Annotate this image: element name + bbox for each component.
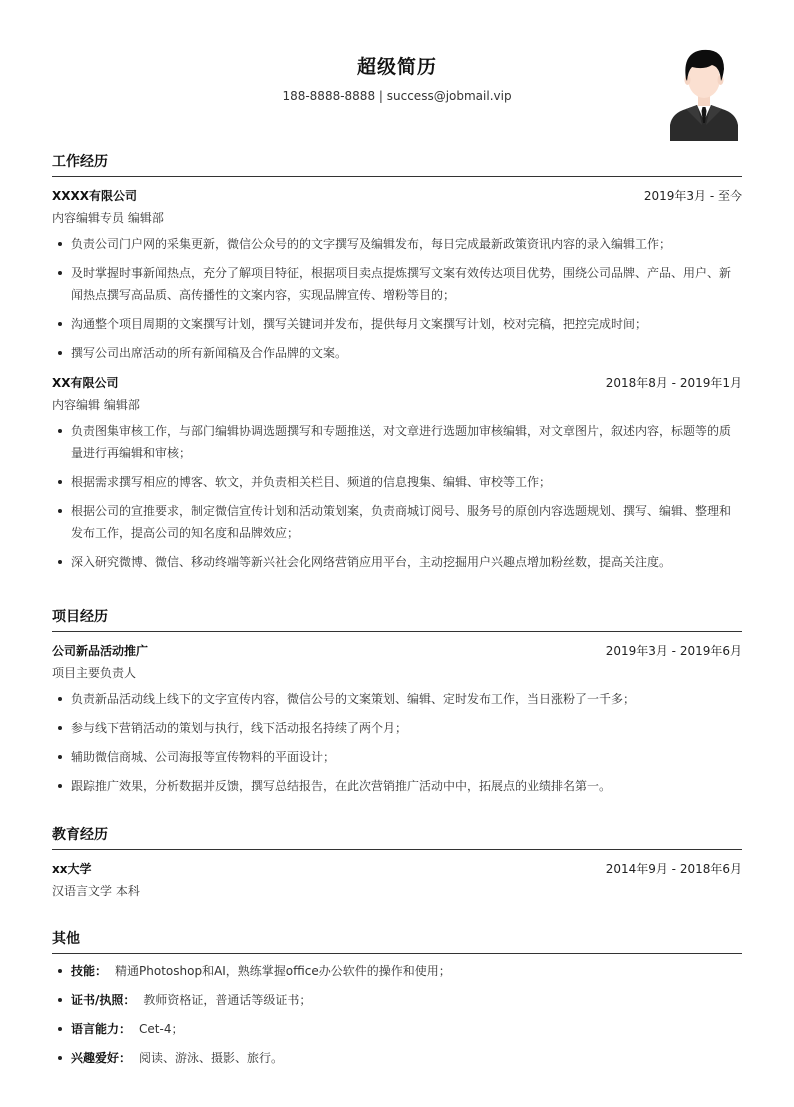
contact-info: 188-8888-8888 | success@jobmail.vip: [282, 89, 512, 103]
section-title-project: 项目经历: [52, 606, 742, 632]
date-range: 2019年3月 - 至今: [643, 189, 742, 203]
list-item: 辅助微信商城、公司海报等宣传物料的平面设计；: [52, 746, 742, 768]
list-item: [52, 1018, 742, 1040]
item-text: 教师资格证，普通话等级证书；: [143, 993, 312, 1007]
other-section: [52, 928, 742, 1076]
item-text: Cet-4；: [139, 1022, 184, 1036]
item-label: 兴趣爱好：: [71, 1051, 132, 1065]
education-entry-header: [52, 857, 742, 881]
resume-header: [0, 0, 794, 150]
list-item: 负责图集审核工作，与部门编辑协调选题撰写和专题推送，对文章进行选题加审核编辑，对文章图片，叙述内容，标题等的质量进行再编辑和审核；: [52, 420, 742, 464]
project-role: 项目主要负责人: [52, 666, 137, 680]
section-title-other: 其他: [52, 928, 742, 954]
responsibility-list: [52, 688, 742, 797]
other-list: [52, 960, 742, 1069]
responsibility-list: [52, 420, 742, 573]
degree: 汉语言文学 本科: [52, 884, 140, 898]
work-entry-header: [52, 371, 742, 395]
list-item: 沟通整个项目周期的文案撰写计划，撰写关键词并发布，提供每月文案撰写计划，校对完稿，把控完成时间；: [52, 313, 742, 335]
date-range: 2014年9月 - 2018年6月: [605, 862, 742, 876]
company-name: XX有限公司: [52, 376, 119, 390]
list-item: 根据公司的宣推要求，制定微信宣传计划和活动策划案，负责商城订阅号、服务号的原创内容选题规划、撰写、编辑、整理和发布工作，提高公司的知名度和品牌效应；: [52, 500, 742, 544]
item-label: 证书/执照：: [71, 993, 136, 1007]
item-text: 精通Photoshop和AI，熟练掌握office办公软件的操作和使用；: [115, 964, 451, 978]
date-range: 2018年8月 - 2019年1月: [605, 376, 742, 390]
list-item: [52, 1047, 742, 1069]
date-range: 2019年3月 - 2019年6月: [605, 644, 742, 658]
resume-name: 超级简历: [356, 56, 437, 78]
school-name: xx大学: [52, 862, 92, 876]
list-item: 根据需求撰写相应的博客、软文，并负责相关栏目、频道的信息搜集、编辑、审校等工作；: [52, 471, 742, 493]
list-item: 负责公司门户网的采集更新，微信公众号的的文字撰写及编辑发布，每日完成最新政策资讯内容的录入编辑工作；: [52, 233, 742, 255]
list-item: [52, 989, 742, 1011]
work-section: [52, 151, 742, 580]
item-label: 技能：: [71, 964, 108, 978]
avatar-icon: [668, 45, 740, 141]
list-item: 及时掌握时事新闻热点，充分了解项目特征，根据项目卖点提炼撰写文案有效传达项目优势，围绕公司品牌、产品、用户、新闻热点撰写高品质、高传播性的文案内容，实现品牌宣传、增粉等目的；: [52, 262, 742, 306]
project-entry-header: [52, 639, 742, 663]
project-section: [52, 606, 742, 804]
section-title-education: 教育经历: [52, 824, 742, 850]
list-item: 深入研究微博、微信、移动终端等新兴社会化网络营销应用平台，主动挖掘用户兴趣点增加粉丝数，提高关注度。: [52, 551, 742, 573]
project-name: 公司新品活动推广: [52, 644, 149, 658]
list-item: [52, 960, 742, 982]
job-role: 内容编辑专员 编辑部: [52, 211, 164, 225]
item-label: 语言能力：: [71, 1022, 132, 1036]
education-section: [52, 824, 742, 903]
company-name: XXXX有限公司: [52, 189, 138, 203]
job-role: 内容编辑 编辑部: [52, 398, 140, 412]
list-item: 参与线下营销活动的策划与执行，线下活动报名持续了两个月；: [52, 717, 742, 739]
responsibility-list: [52, 233, 742, 364]
section-title-work: 工作经历: [52, 151, 742, 177]
list-item: 负责新品活动线上线下的文字宣传内容，微信公号的文案策划、编辑、定时发布工作，当日涨粉了一千多；: [52, 688, 742, 710]
item-text: 阅读、游泳、摄影、旅行。: [139, 1051, 284, 1065]
list-item: 跟踪推广效果，分析数据并反馈，撰写总结报告，在此次营销推广活动中中，拓展点的业绩排名第一。: [52, 775, 742, 797]
list-item: 撰写公司出席活动的所有新闻稿及合作品牌的文案。: [52, 342, 742, 364]
work-entry-header: [52, 184, 742, 208]
